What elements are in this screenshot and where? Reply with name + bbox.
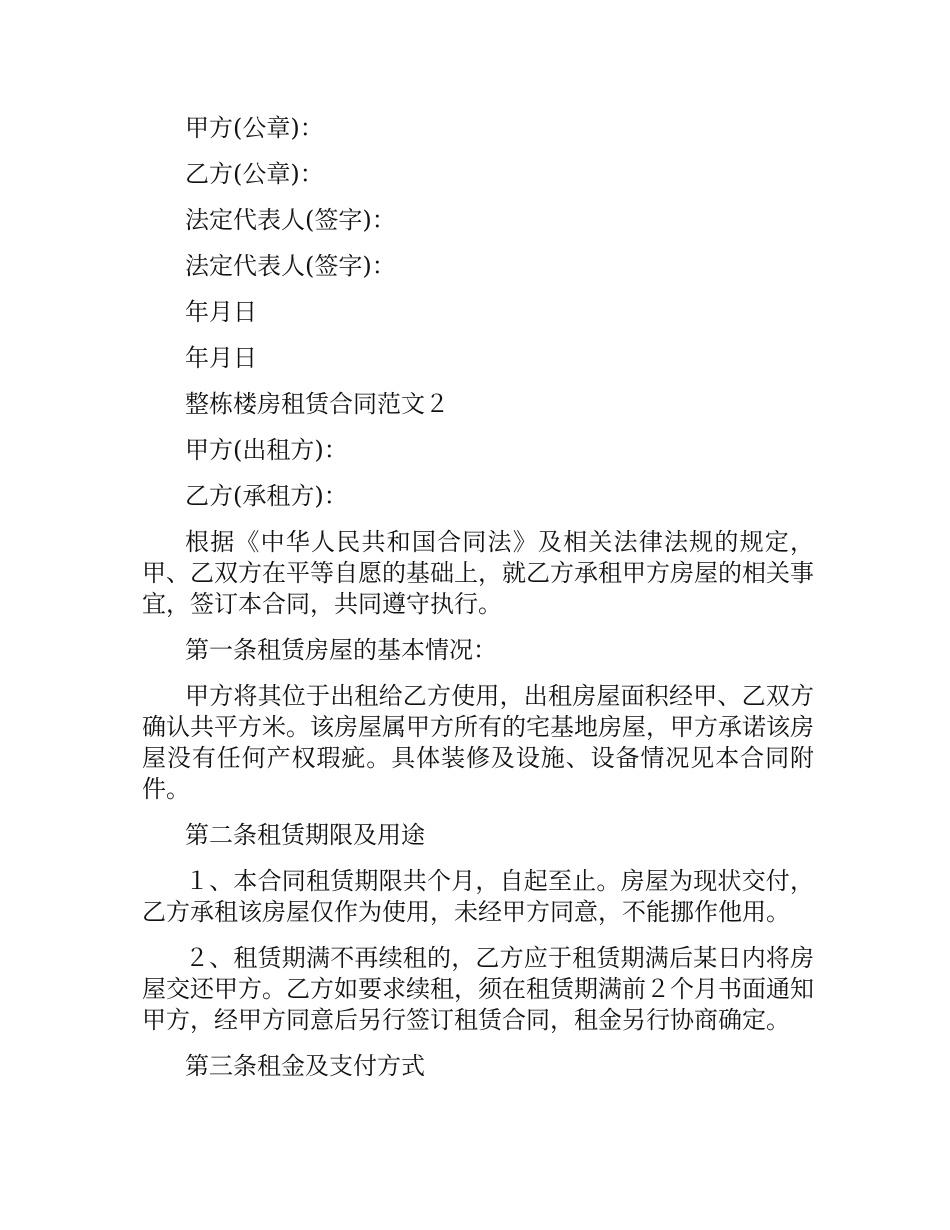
article-1-heading: 第一条租赁房屋的基本情况： [185, 636, 497, 664]
legal-rep-signature-line-b: 法定代表人(签字)： [185, 252, 396, 280]
article-3-heading: 第三条租金及支付方式 [185, 1052, 425, 1080]
lessee-line: 乙方(承租方)： [185, 482, 348, 510]
preamble-paragraph: 根据《中华人民共和国合同法》及相关法律法规的规定，甲、乙双方在平等自愿的基础上，就乙方承租甲方房屋的相关事宜，签订本合同，共同遵守执行。 [142, 528, 814, 618]
party-a-seal-line: 甲方(公章)： [185, 114, 324, 142]
legal-rep-signature-line-a: 法定代表人(签字)： [185, 206, 396, 234]
contract-title: 整栋楼房租赁合同范文２ [185, 390, 449, 418]
date-line-a: 年月日 [185, 298, 257, 326]
article-2-clause-2: ２、租赁期满不再续租的，乙方应于租赁期满后某日内将房屋交还甲方。乙方如要求续租，须在租赁期满前２个月书面通知甲方，经甲方同意后另行签订租赁合同，租金另行协商确定。 [142, 944, 814, 1034]
lessor-line: 甲方(出租方)： [185, 436, 348, 464]
article-2-clause-1: １、本合同租赁期限共个月，自起至止。房屋为现状交付，乙方承租该房屋仅作为使用，未经甲方同意，不能挪作他用。 [142, 867, 814, 926]
date-line-b: 年月日 [185, 344, 257, 372]
article-2-heading: 第二条租赁期限及用途 [185, 821, 425, 849]
document-body [142, 113, 814, 1097]
article-1-body: 甲方将其位于出租给乙方使用，出租房屋面积经甲、乙双方确认共平方米。该房屋属甲方所有的宅基地房屋，甲方承诺该房屋没有任何产权瑕疵。具体装修及设施、设备情况见本合同附件。 [142, 682, 814, 803]
party-b-seal-line: 乙方(公章)： [185, 160, 324, 188]
